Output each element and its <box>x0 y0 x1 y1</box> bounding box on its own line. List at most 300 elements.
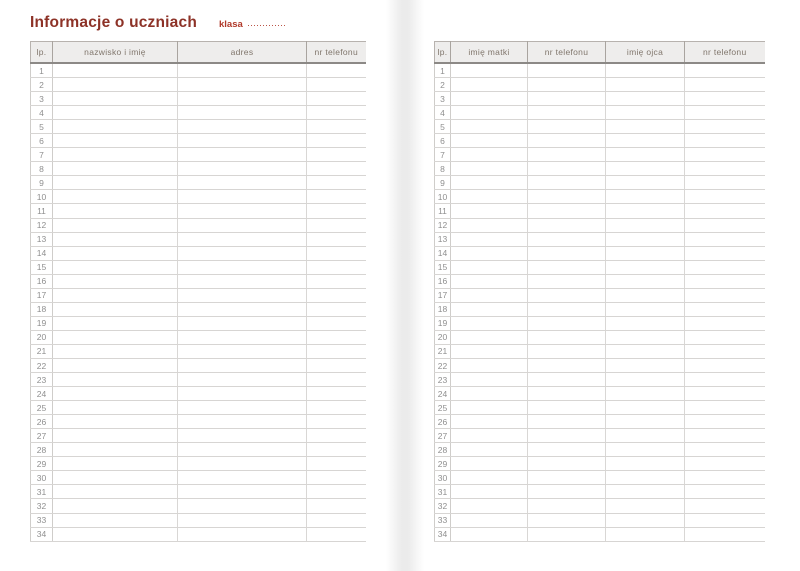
empty-cell <box>53 457 178 471</box>
parents-info-table <box>434 41 765 542</box>
empty-cell <box>53 162 178 176</box>
empty-cell <box>53 316 178 330</box>
empty-cell <box>685 415 765 429</box>
empty-cell <box>528 429 606 443</box>
empty-cell <box>528 373 606 387</box>
empty-cell <box>451 471 528 485</box>
empty-cell <box>53 274 178 288</box>
empty-cell <box>451 401 528 415</box>
empty-cell <box>685 485 765 499</box>
empty-cell <box>53 246 178 260</box>
empty-cell <box>451 204 528 218</box>
table-row <box>435 330 765 344</box>
empty-cell <box>307 246 366 260</box>
empty-cell <box>606 330 685 344</box>
empty-cell <box>307 120 366 134</box>
table-row <box>31 162 366 176</box>
table-header-row <box>435 42 765 64</box>
empty-cell <box>307 471 366 485</box>
table-row <box>435 246 765 260</box>
empty-cell <box>178 527 307 541</box>
empty-cell <box>451 485 528 499</box>
empty-cell <box>451 429 528 443</box>
table-row <box>31 443 366 457</box>
row-number: 26 <box>31 415 53 429</box>
row-number: 33 <box>435 513 451 527</box>
row-number: 1 <box>31 63 53 78</box>
table-row <box>435 513 765 527</box>
empty-cell <box>685 401 765 415</box>
row-number: 34 <box>435 527 451 541</box>
empty-cell <box>307 148 366 162</box>
row-number: 27 <box>31 429 53 443</box>
row-number: 20 <box>31 330 53 344</box>
empty-cell <box>451 176 528 190</box>
empty-cell <box>528 457 606 471</box>
row-number: 10 <box>435 190 451 204</box>
empty-cell <box>606 288 685 302</box>
empty-cell <box>53 330 178 344</box>
empty-cell <box>528 358 606 372</box>
empty-cell <box>178 471 307 485</box>
row-number: 18 <box>31 302 53 316</box>
empty-cell <box>685 190 765 204</box>
empty-cell <box>528 92 606 106</box>
empty-cell <box>451 499 528 513</box>
table-row <box>435 443 765 457</box>
empty-cell <box>53 190 178 204</box>
table-row <box>435 316 765 330</box>
empty-cell <box>606 78 685 92</box>
empty-cell <box>528 232 606 246</box>
empty-cell <box>685 330 765 344</box>
empty-cell <box>528 302 606 316</box>
row-number: 19 <box>435 316 451 330</box>
empty-cell <box>528 204 606 218</box>
row-number: 3 <box>435 92 451 106</box>
empty-cell <box>178 232 307 246</box>
empty-cell <box>451 457 528 471</box>
row-number: 24 <box>435 387 451 401</box>
empty-cell <box>451 358 528 372</box>
empty-cell <box>178 63 307 78</box>
table-row <box>31 499 366 513</box>
empty-cell <box>178 415 307 429</box>
empty-cell <box>606 415 685 429</box>
row-number: 21 <box>31 344 53 358</box>
table-row <box>435 499 765 513</box>
empty-cell <box>451 63 528 78</box>
empty-cell <box>307 373 366 387</box>
empty-cell <box>178 274 307 288</box>
table-row <box>31 78 366 92</box>
empty-cell <box>307 288 366 302</box>
empty-cell <box>178 260 307 274</box>
empty-cell <box>178 148 307 162</box>
table-row <box>31 218 366 232</box>
row-number: 20 <box>435 330 451 344</box>
table-row <box>435 288 765 302</box>
empty-cell <box>178 134 307 148</box>
table-row <box>435 134 765 148</box>
empty-cell <box>685 316 765 330</box>
empty-cell <box>307 162 366 176</box>
table-row <box>31 190 366 204</box>
row-number: 5 <box>31 120 53 134</box>
row-number: 8 <box>435 162 451 176</box>
row-number: 27 <box>435 429 451 443</box>
empty-cell <box>606 401 685 415</box>
row-number: 12 <box>31 218 53 232</box>
empty-cell <box>53 429 178 443</box>
table-row <box>31 358 366 372</box>
row-number: 29 <box>31 457 53 471</box>
empty-cell <box>53 387 178 401</box>
table-row <box>31 471 366 485</box>
table-row <box>31 330 366 344</box>
empty-cell <box>606 106 685 120</box>
table-row <box>435 302 765 316</box>
row-number: 19 <box>31 316 53 330</box>
table-row <box>31 485 366 499</box>
table-row <box>31 527 366 541</box>
empty-cell <box>685 134 765 148</box>
table-row <box>31 148 366 162</box>
left-page <box>30 14 365 542</box>
table-row <box>435 485 765 499</box>
row-number: 33 <box>31 513 53 527</box>
table-row <box>435 373 765 387</box>
row-number: 17 <box>31 288 53 302</box>
empty-cell <box>178 106 307 120</box>
empty-cell <box>178 330 307 344</box>
table-row <box>31 63 366 78</box>
empty-cell <box>307 63 366 78</box>
empty-cell <box>685 92 765 106</box>
table-row <box>435 120 765 134</box>
empty-cell <box>685 499 765 513</box>
empty-cell <box>606 148 685 162</box>
title-row <box>30 14 365 41</box>
row-number: 2 <box>31 78 53 92</box>
empty-cell <box>178 401 307 415</box>
empty-cell <box>528 134 606 148</box>
empty-cell <box>307 232 366 246</box>
table-row <box>435 429 765 443</box>
row-number: 25 <box>435 401 451 415</box>
empty-cell <box>178 429 307 443</box>
empty-cell <box>53 106 178 120</box>
empty-cell <box>307 92 366 106</box>
empty-cell <box>528 485 606 499</box>
empty-cell <box>528 401 606 415</box>
empty-cell <box>53 527 178 541</box>
empty-cell <box>528 260 606 274</box>
empty-cell <box>528 527 606 541</box>
row-number: 7 <box>435 148 451 162</box>
row-number: 23 <box>31 373 53 387</box>
empty-cell <box>53 92 178 106</box>
empty-cell <box>528 218 606 232</box>
empty-cell <box>178 373 307 387</box>
empty-cell <box>53 176 178 190</box>
empty-cell <box>53 513 178 527</box>
empty-cell <box>606 162 685 176</box>
empty-cell <box>178 302 307 316</box>
empty-cell <box>606 232 685 246</box>
empty-cell <box>178 204 307 218</box>
row-number: 6 <box>31 134 53 148</box>
empty-cell <box>451 373 528 387</box>
row-number: 23 <box>435 373 451 387</box>
table-row <box>435 415 765 429</box>
empty-cell <box>307 204 366 218</box>
row-number: 12 <box>435 218 451 232</box>
empty-cell <box>178 78 307 92</box>
empty-cell <box>685 527 765 541</box>
students-info-table <box>30 41 366 542</box>
empty-cell <box>53 302 178 316</box>
empty-cell <box>178 344 307 358</box>
row-number: 13 <box>31 232 53 246</box>
empty-cell <box>528 106 606 120</box>
empty-cell <box>606 190 685 204</box>
empty-cell <box>451 78 528 92</box>
empty-cell <box>178 443 307 457</box>
empty-cell <box>451 274 528 288</box>
empty-cell <box>528 190 606 204</box>
table-row <box>31 288 366 302</box>
empty-cell <box>528 344 606 358</box>
empty-cell <box>451 218 528 232</box>
empty-cell <box>685 260 765 274</box>
empty-cell <box>685 373 765 387</box>
class-label: klasa <box>219 19 243 30</box>
row-number: 21 <box>435 344 451 358</box>
empty-cell <box>178 120 307 134</box>
empty-cell <box>53 120 178 134</box>
table-row <box>435 106 765 120</box>
empty-cell <box>685 218 765 232</box>
empty-cell <box>685 204 765 218</box>
empty-cell <box>606 92 685 106</box>
empty-cell <box>606 63 685 78</box>
column-header-father-phone: nr telefonu <box>685 42 765 64</box>
table-row <box>435 78 765 92</box>
empty-cell <box>307 260 366 274</box>
column-header-mother-phone: nr telefonu <box>528 42 606 64</box>
empty-cell <box>178 176 307 190</box>
empty-cell <box>528 246 606 260</box>
table-row <box>31 429 366 443</box>
row-number: 16 <box>31 274 53 288</box>
row-number: 29 <box>435 457 451 471</box>
empty-cell <box>53 218 178 232</box>
row-number: 34 <box>31 527 53 541</box>
column-header-father-name: imię ojca <box>606 42 685 64</box>
row-number: 30 <box>435 471 451 485</box>
empty-cell <box>685 387 765 401</box>
table-row <box>435 162 765 176</box>
empty-cell <box>685 78 765 92</box>
empty-cell <box>53 373 178 387</box>
empty-cell <box>307 358 366 372</box>
empty-cell <box>307 176 366 190</box>
empty-cell <box>606 204 685 218</box>
table-row <box>31 415 366 429</box>
column-header-mother-name: imię matki <box>451 42 528 64</box>
empty-cell <box>606 274 685 288</box>
column-header-address: adres <box>178 42 307 64</box>
empty-cell <box>451 344 528 358</box>
empty-cell <box>606 260 685 274</box>
table-row <box>435 232 765 246</box>
empty-cell <box>53 204 178 218</box>
empty-cell <box>53 260 178 274</box>
empty-cell <box>528 274 606 288</box>
row-number: 31 <box>435 485 451 499</box>
empty-cell <box>451 415 528 429</box>
empty-cell <box>451 232 528 246</box>
table-row <box>435 218 765 232</box>
row-number: 14 <box>435 246 451 260</box>
empty-cell <box>178 246 307 260</box>
empty-cell <box>178 513 307 527</box>
empty-cell <box>606 485 685 499</box>
empty-cell <box>307 344 366 358</box>
row-number: 8 <box>31 162 53 176</box>
empty-cell <box>685 63 765 78</box>
table-row <box>435 527 765 541</box>
empty-cell <box>528 443 606 457</box>
table-row <box>31 316 366 330</box>
row-number: 4 <box>435 106 451 120</box>
empty-cell <box>307 330 366 344</box>
column-header-lp: lp. <box>31 42 53 64</box>
table-row <box>435 148 765 162</box>
table-row <box>435 387 765 401</box>
empty-cell <box>307 218 366 232</box>
row-number: 25 <box>31 401 53 415</box>
empty-cell <box>685 176 765 190</box>
row-number: 6 <box>435 134 451 148</box>
empty-cell <box>451 330 528 344</box>
empty-cell <box>307 401 366 415</box>
table-header-row <box>31 42 366 64</box>
empty-cell <box>307 78 366 92</box>
empty-cell <box>307 316 366 330</box>
right-page <box>434 41 764 542</box>
row-number: 24 <box>31 387 53 401</box>
empty-cell <box>53 232 178 246</box>
table-row <box>31 513 366 527</box>
table-row <box>31 204 366 218</box>
empty-cell <box>606 443 685 457</box>
empty-cell <box>685 232 765 246</box>
empty-cell <box>451 316 528 330</box>
empty-cell <box>53 134 178 148</box>
empty-cell <box>451 302 528 316</box>
empty-cell <box>451 92 528 106</box>
row-number: 1 <box>435 63 451 78</box>
class-fill-in-dots: ............. <box>247 18 287 28</box>
empty-cell <box>685 344 765 358</box>
empty-cell <box>307 513 366 527</box>
empty-cell <box>685 302 765 316</box>
empty-cell <box>528 288 606 302</box>
empty-cell <box>606 387 685 401</box>
table-row <box>435 176 765 190</box>
page-gutter-shadow <box>386 0 424 571</box>
row-number: 9 <box>435 176 451 190</box>
empty-cell <box>307 190 366 204</box>
column-header-lp: lp. <box>435 42 451 64</box>
empty-cell <box>606 316 685 330</box>
empty-cell <box>528 162 606 176</box>
table-row <box>31 176 366 190</box>
row-number: 5 <box>435 120 451 134</box>
row-number: 31 <box>31 485 53 499</box>
empty-cell <box>53 288 178 302</box>
table-row <box>31 387 366 401</box>
empty-cell <box>451 443 528 457</box>
empty-cell <box>606 373 685 387</box>
table-row <box>31 106 366 120</box>
empty-cell <box>53 499 178 513</box>
row-number: 4 <box>31 106 53 120</box>
table-row <box>31 134 366 148</box>
empty-cell <box>451 513 528 527</box>
empty-cell <box>451 148 528 162</box>
empty-cell <box>685 429 765 443</box>
empty-cell <box>606 471 685 485</box>
table-row <box>31 457 366 471</box>
empty-cell <box>685 443 765 457</box>
empty-cell <box>685 274 765 288</box>
empty-cell <box>307 527 366 541</box>
empty-cell <box>685 288 765 302</box>
empty-cell <box>451 162 528 176</box>
table-row <box>31 232 366 246</box>
empty-cell <box>178 387 307 401</box>
row-number: 28 <box>31 443 53 457</box>
table-row <box>435 274 765 288</box>
column-header-phone: nr telefonu <box>307 42 366 64</box>
empty-cell <box>307 302 366 316</box>
empty-cell <box>685 120 765 134</box>
empty-cell <box>606 218 685 232</box>
empty-cell <box>685 457 765 471</box>
table-row <box>31 260 366 274</box>
empty-cell <box>606 134 685 148</box>
table-row <box>435 358 765 372</box>
empty-cell <box>451 527 528 541</box>
row-number: 10 <box>31 190 53 204</box>
row-number: 14 <box>31 246 53 260</box>
row-number: 26 <box>435 415 451 429</box>
table-row <box>435 260 765 274</box>
empty-cell <box>307 274 366 288</box>
empty-cell <box>178 218 307 232</box>
row-number: 11 <box>435 204 451 218</box>
empty-cell <box>307 499 366 513</box>
row-number: 13 <box>435 232 451 246</box>
column-header-name: nazwisko i imię <box>53 42 178 64</box>
empty-cell <box>606 358 685 372</box>
table-row <box>435 204 765 218</box>
row-number: 30 <box>31 471 53 485</box>
empty-cell <box>53 485 178 499</box>
